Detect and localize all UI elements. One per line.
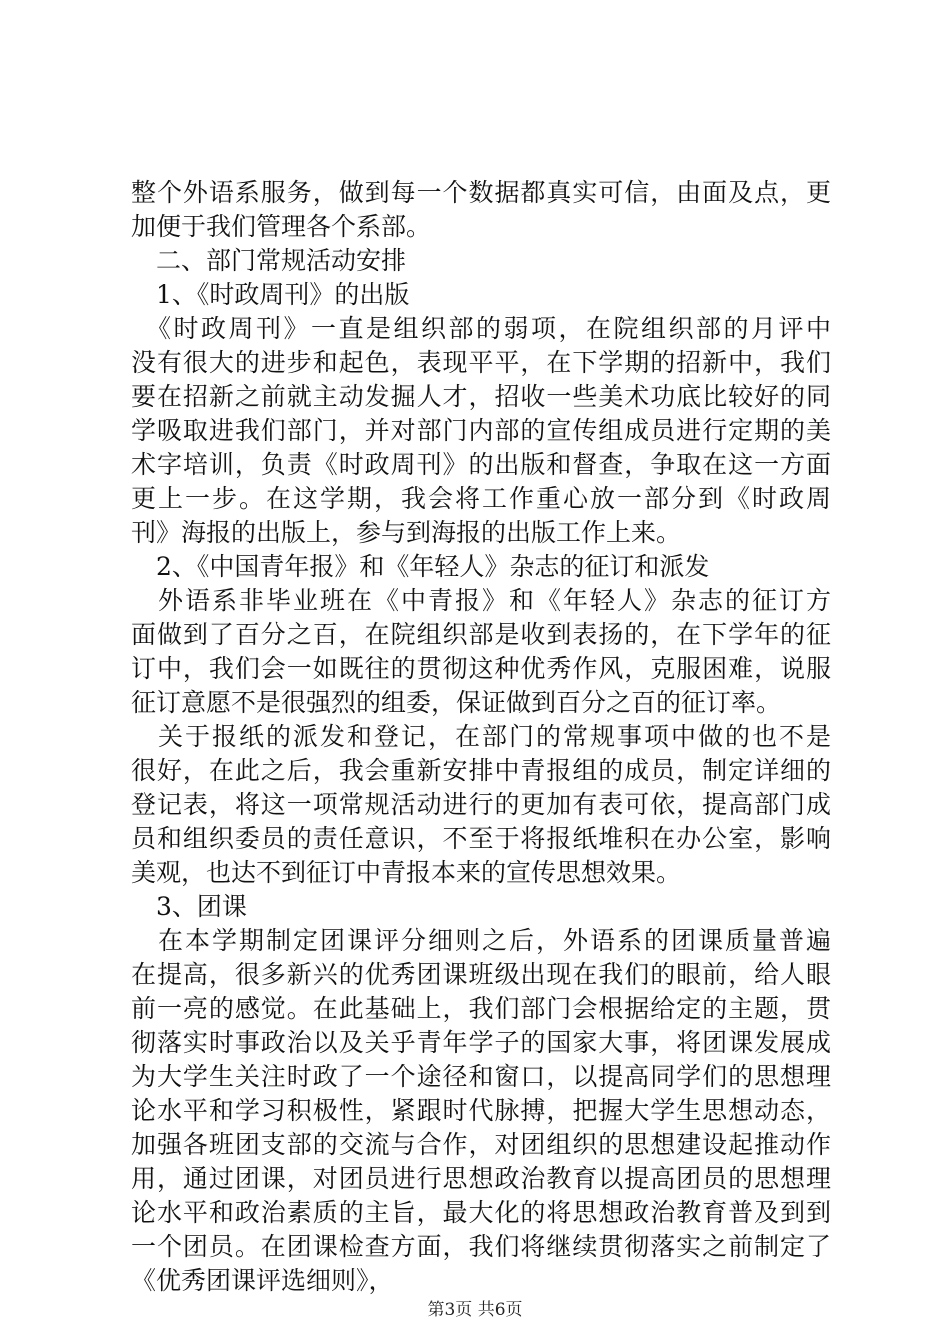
body-text-line: 在本学期制定团课评分细则之后，外语系的团课质量普遍 [131, 926, 831, 955]
body-text-line: 登记表，将这一项常规活动进行的更加有表可依，提高部门成 [131, 790, 831, 819]
body-text-line: 一个团员。在团课检查方面，我们将继续贯彻落实之前制定了 [131, 1232, 831, 1261]
body-text-line: 面做到了百分之百，在院组织部是收到表扬的，在下学年的征 [131, 620, 831, 649]
body-text-line: 《优秀团课评选细则》， [131, 1266, 394, 1295]
body-text-line: 员和组织委员的责任意识，不至于将报纸堆积在办公室，影响 [131, 824, 831, 853]
subsection-heading: 1、《时政周刊》的出版 [131, 280, 410, 309]
page-number-footer: 第3页 共6页 [427, 1300, 523, 1320]
body-text-line: 很好，在此之后，我会重新安排中青报组的成员，制定详细的 [131, 756, 831, 785]
section-heading: 二、部门常规活动安排 [131, 246, 407, 275]
body-text-line: 更上一步。在这学期，我会将工作重心放一部分到《时政周 [131, 484, 831, 513]
body-text-line: 论水平和政治素质的主旨，最大化的将思想政治教育普及到到 [131, 1198, 831, 1227]
subsection-heading: 3、团课 [131, 892, 247, 921]
body-text-line: 《时政周刊》一直是组织部的弱项，在院组织部的月评中 [131, 314, 831, 343]
body-text-line: 彻落实时事政治以及关乎青年学子的国家大事，将团课发展成 [131, 1028, 831, 1057]
body-text-line: 前一亮的感觉。在此基础上，我们部门会根据给定的主题，贯 [131, 994, 831, 1023]
body-text-line: 加便于我们管理各个系部。 [131, 212, 432, 241]
subsection-heading: 2、《中国青年报》和《年轻人》杂志的征订和派发 [131, 552, 710, 581]
body-text-line: 没有很大的进步和起色，表现平平，在下学期的招新中，我们 [131, 348, 831, 377]
body-text-line: 在提高，很多新兴的优秀团课班级出现在我们的眼前，给人眼 [131, 960, 831, 989]
body-text-line: 要在招新之前就主动发掘人才，招收一些美术功底比较好的同 [131, 382, 831, 411]
body-text-line: 订中，我们会一如既往的贯彻这种优秀作风，克服困难，说服 [131, 654, 831, 683]
body-text-line: 用，通过团课，对团员进行思想政治教育以提高团员的思想理 [131, 1164, 831, 1193]
body-text-line: 美观，也达不到征订中青报本来的宣传思想效果。 [131, 858, 682, 887]
body-text-line: 整个外语系服务，做到每一个数据都真实可信，由面及点，更 [131, 178, 831, 207]
body-text-line: 为大学生关注时政了一个途径和窗口，以提高同学们的思想理 [131, 1062, 831, 1091]
body-text-line: 学吸取进我们部门，并对部门内部的宣传组成员进行定期的美 [131, 416, 831, 445]
body-text-line: 刊》海报的出版上，参与到海报的出版工作上来。 [131, 518, 682, 547]
body-text-line: 征订意愿不是很强烈的组委，保证做到百分之百的征订率。 [131, 688, 782, 717]
body-text-line: 外语系非毕业班在《中青报》和《年轻人》杂志的征订方 [131, 586, 831, 615]
body-text-line: 关于报纸的派发和登记，在部门的常规事项中做的也不是 [131, 722, 831, 751]
body-text-line: 论水平和学习积极性，紧跟时代脉搏，把握大学生思想动态， [131, 1096, 831, 1125]
body-text-line: 加强各班团支部的交流与合作，对团组织的思想建设起推动作 [131, 1130, 831, 1159]
body-text-line: 术字培训，负责《时政周刊》的出版和督查，争取在这一方面 [131, 450, 831, 479]
